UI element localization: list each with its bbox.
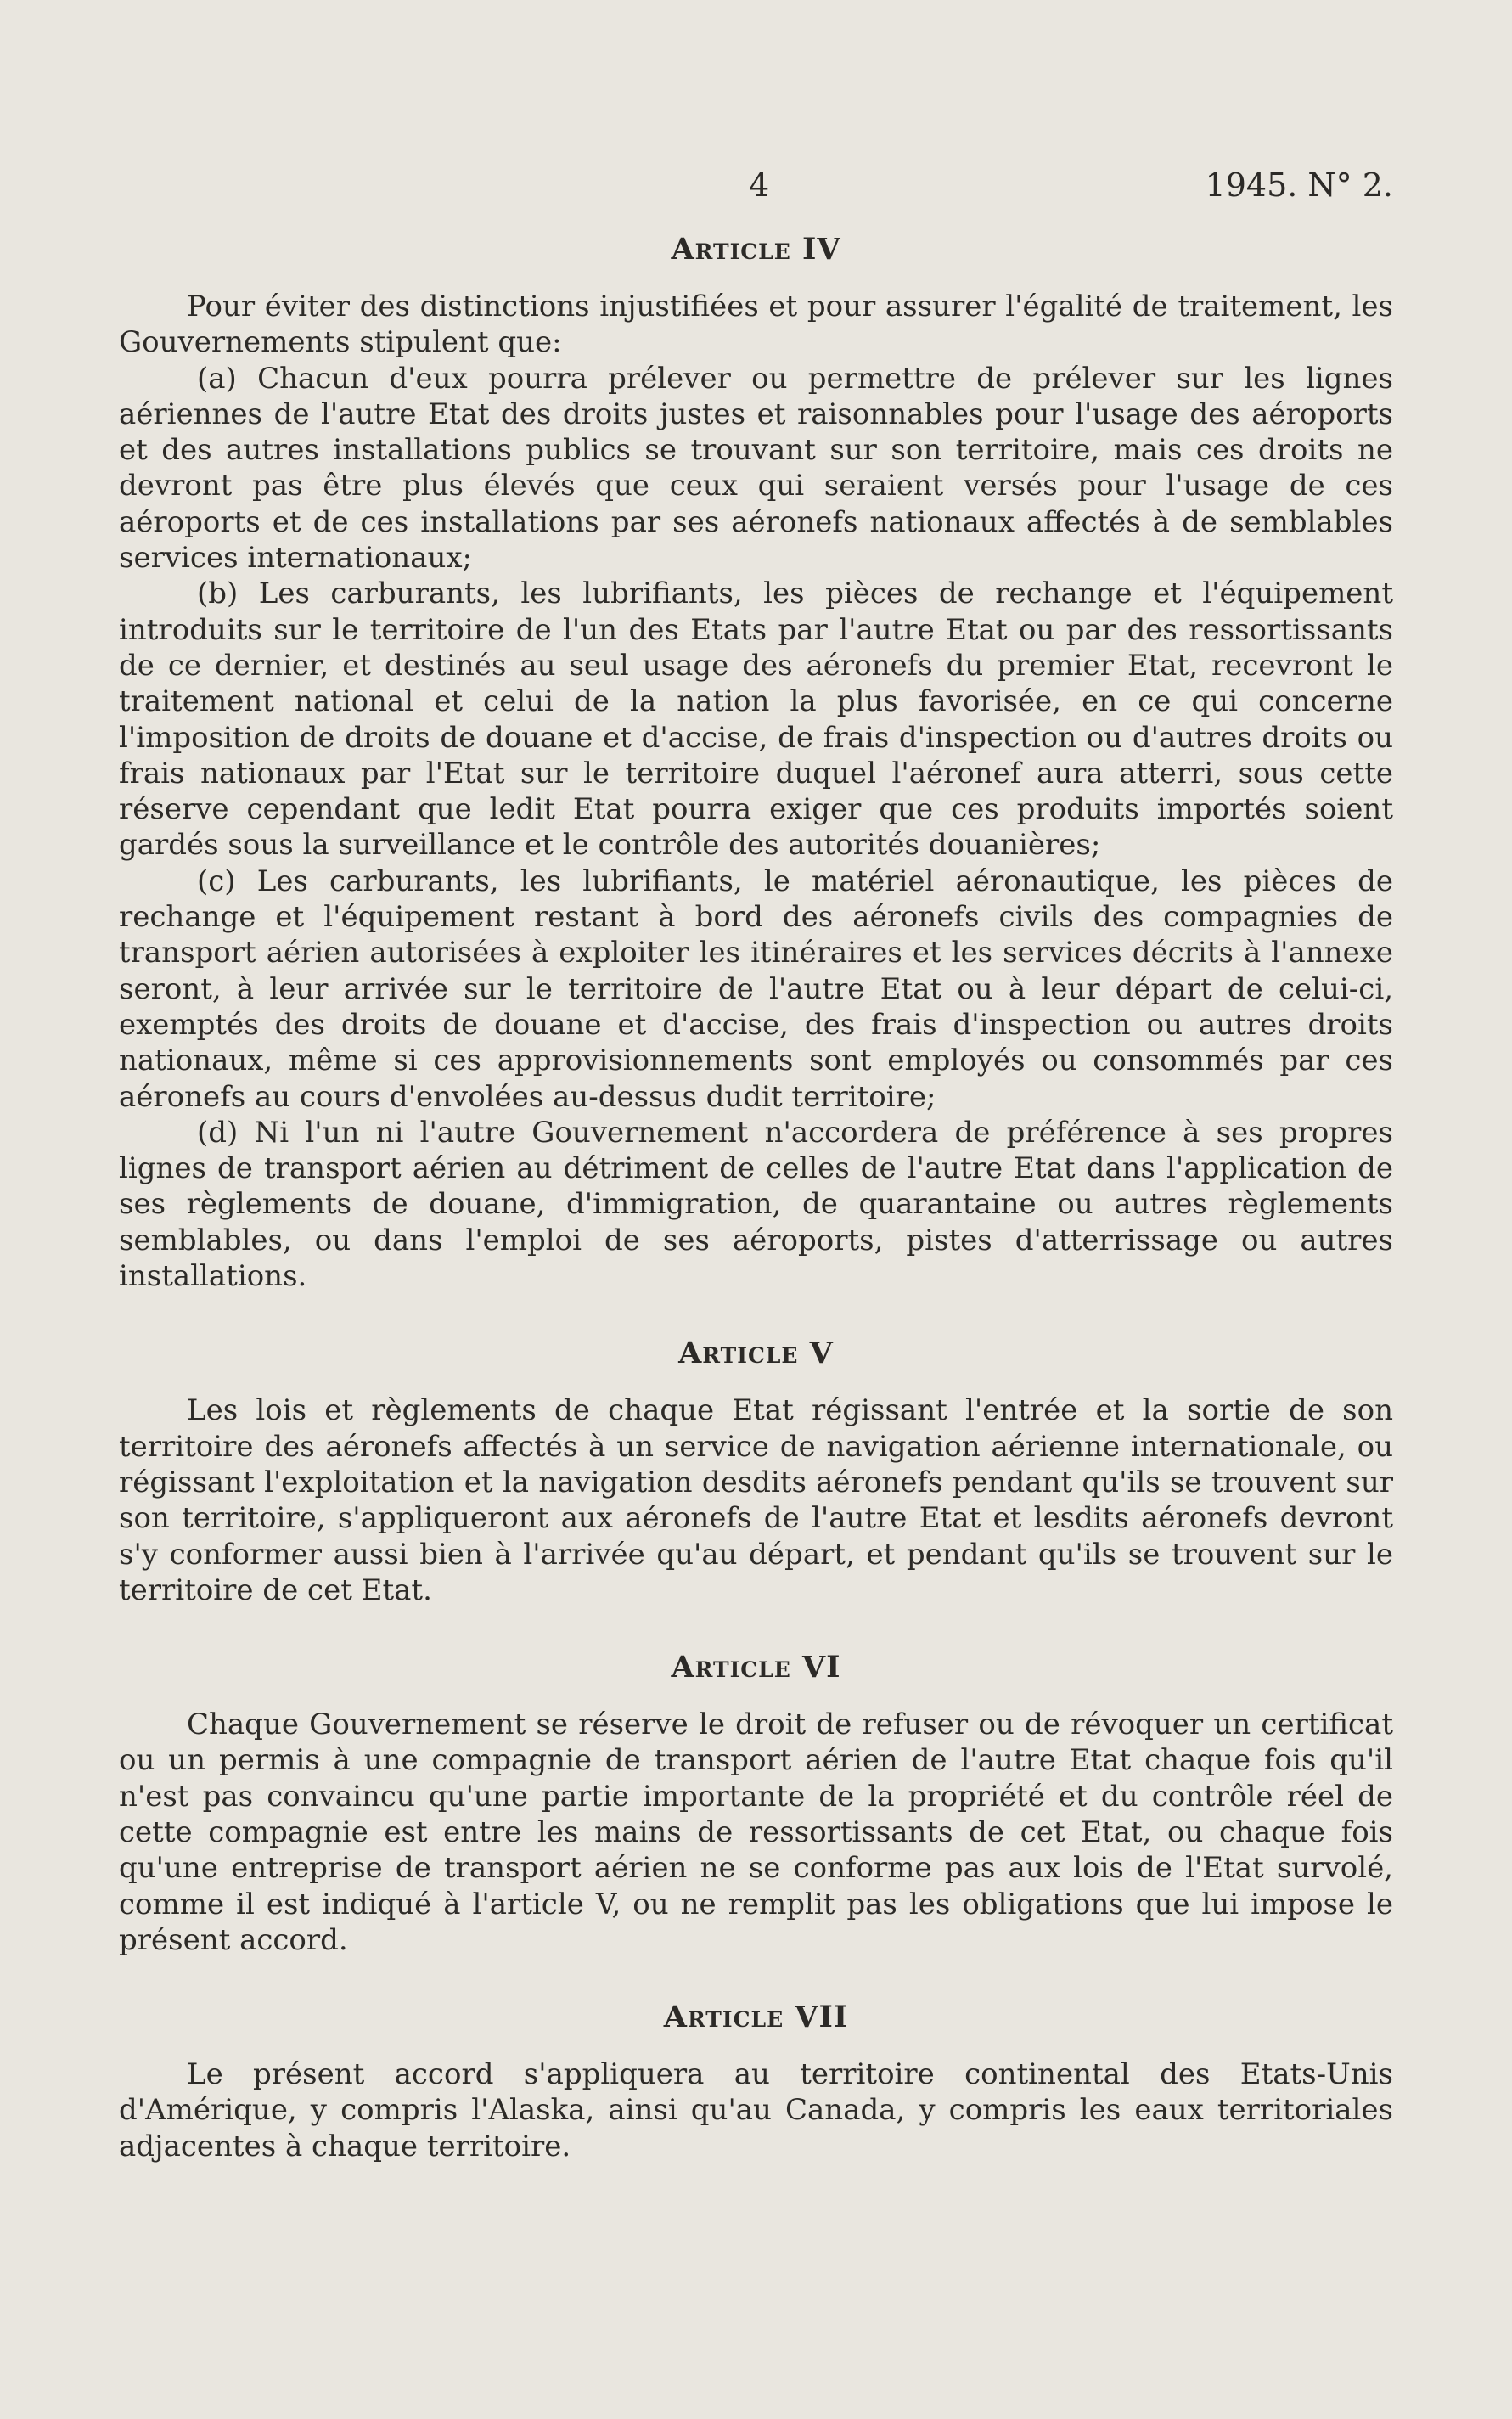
article-heading: Article VI bbox=[671, 1650, 841, 1685]
page-number: 4 bbox=[749, 166, 770, 204]
page-header bbox=[119, 166, 1393, 217]
article-clause-b: (b) Les carburants, les lubrifiants, les pièces de rechange et l'équipement introduits sur le territoire de l'un des Etats par l'autre Etat ou par des ressortissants de ce dernier, et destinés au seul usage des aéronefs du premier Etat, recevront le traitement national et celui de la nation la plus favorisée, en ce qui concerne l'imposition de droits de douane et d'accise, de frais d'inspection ou d'autres droits ou frais nationaux par l'Etat sur le territoire duquel l'aéronef aura atterri, sous cette réserve cependant que ledit Etat pourra exiger que ces produits importés soient gardés sous la surveillance et le contrôle des autorités douanières; bbox=[119, 577, 1393, 863]
article-paragraph: Le présent accord s'appliquera au territoire continental des Etats-Unis d'Amérique, y compris l'Alaska, ainsi qu'au Canada, y compris les eaux territoriales adjacentes à chaque territoire. bbox=[119, 2057, 1393, 2163]
article-heading: Article V bbox=[678, 1336, 834, 1371]
article-heading: Article IV bbox=[671, 232, 841, 267]
article-clause-c: (c) Les carburants, les lubrifiants, le matériel aéronautique, les pièces de rechange et l'équipement restant à bord des aéronefs civils des compagnies de transport aérien autorisées à exploiter les itinéraires et les services décrits à l'annexe seront, à leur arrivée sur le territoire de l'autre Etat ou à leur départ de celui-ci, exemptés des droits de douane et d'accise, des frais d'inspection ou autres droits nationaux, même si ces approvisionnements sont employés ou consommés par ces aéronefs au cours d'envolées au-dessus dudit territoire; bbox=[119, 864, 1393, 1114]
article-heading: Article VII bbox=[663, 2000, 849, 2035]
article-clause-d: (d) Ni l'un ni l'autre Gouvernement n'accordera de préférence à ses propres lignes de transport aérien au détriment de celles de l'autre Etat dans l'application de ses règlements de douane, d'immigration, de quarantaine ou autres règlements semblables, ou dans l'emploi de ses aéroports, pistes d'atterrissage ou autres installations. bbox=[119, 1115, 1393, 1294]
article-paragraph: Les lois et règlements de chaque Etat régissant l'entrée et la sortie de son territoire des aéronefs affectés à un service de navigation aérienne internationale, ou régissant l'exploitation et la navigation desdits aéronefs pendant qu'ils se trouvent sur son territoire, s'appliqueront aux aéronefs de l'autre Etat et lesdits aéronefs devront s'y conformer aussi bien à l'arrivée qu'au départ, et pendant qu'ils se trouvent sur le territoire de cet Etat. bbox=[119, 1393, 1393, 1607]
article-paragraph: Pour éviter des distinctions injustifiées et pour assurer l'égalité de traitement, les Gouvernements stipulent que: bbox=[119, 290, 1393, 360]
article-paragraph: Chaque Gouvernement se réserve le droit de refuser ou de révoquer un certificat ou un permis à une compagnie de transport aérien de l'autre Etat chaque fois qu'il n'est pas convaincu qu'une partie importante de la propriété et du contrôle réel de cette compagnie est entre les mains de ressortissants de cet Etat, ou chaque fois qu'une entreprise de transport aérien ne se conforme pas aux lois de l'Etat survolé, comme il est indiqué à l'article V, ou ne remplit pas les obligations que lui impose le présent accord. bbox=[119, 1707, 1393, 1957]
header-reference: 1945. N° 2. bbox=[1205, 166, 1393, 204]
article-vii bbox=[119, 1997, 1393, 2164]
document-body bbox=[119, 229, 1393, 2164]
article-vi bbox=[119, 1647, 1393, 1958]
article-iv bbox=[119, 229, 1393, 1294]
article-clause-a: (a) Chacun d'eux pourra prélever ou permettre de prélever sur les lignes aériennes de l'autre Etat des droits justes et raisonnables pour l'usage des aéroports et des autres installations publics se trouvant sur son territoire, mais ces droits ne devront pas être plus élevés que ceux qui seraient versés pour l'usage de ces aéroports et de ces installations par ses aéronefs nationaux affectés à de semblables services internationaux; bbox=[119, 361, 1393, 576]
article-v bbox=[119, 1333, 1393, 1608]
